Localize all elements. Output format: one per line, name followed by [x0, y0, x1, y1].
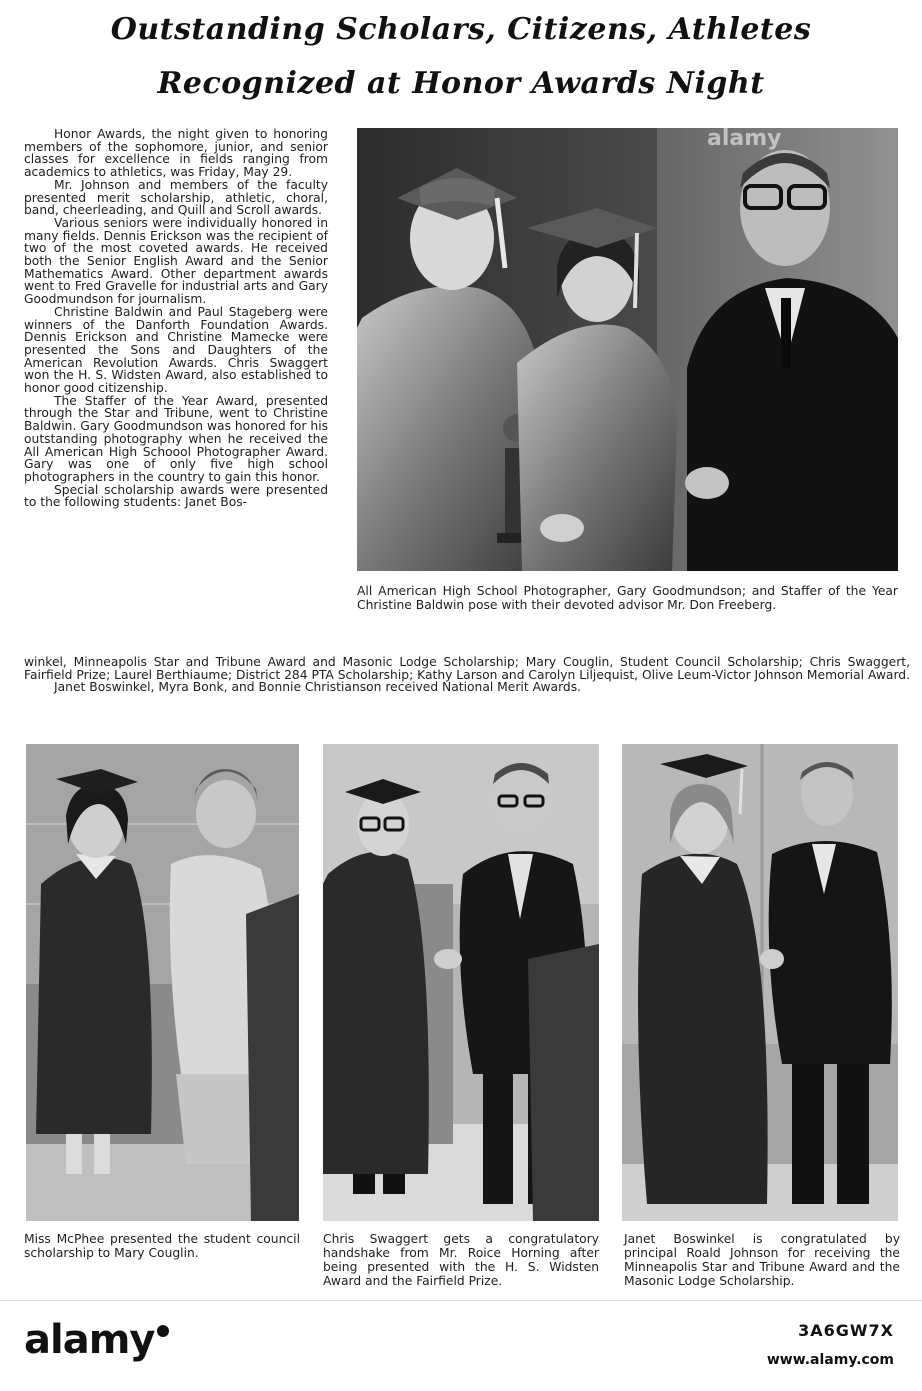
article-paragraph: Mr. Johnson and members of the faculty presented merit scholarship, athletic, choral, band, cheerleading, and Quill and Scroll awards.: [24, 177, 328, 218]
image-reference: [767, 1321, 894, 1368]
photo-mcphee-couglin: [26, 744, 299, 1221]
photo-graduates-with-advisor: [357, 128, 898, 571]
article-paragraph: Honor Awards, the night given to honoring members of the sophomore, junior, and senior classes for excellence in fields ranging from academics to athletics, was Friday, May 29.: [24, 127, 328, 180]
headline-line-1: Outstanding Scholars, Citizens, Athletes: [110, 12, 812, 47]
brand-name: alamy: [24, 1317, 155, 1363]
article-paragraph: Christine Baldwin and Paul Stageberg were winners of the Danforth Foundation Awards. Dennis Erickson and Christine Mamecke were presented the Sons and Daughters of the American Revolution Awards. Chris Swaggert won the H. S. Widsten Award, also established to honor good citizenship.: [24, 304, 328, 396]
article-paragraph: winkel, Minneapolis Star and Tribune Award and Masonic Lodge Scholarship; Mary Couglin, Student Council Scholarship; Chris Swaggert, Fairfield Prize; Laurel Berthiaume; District 284 PTA Scholarship; Kathy Larson and Carolyn Liljequist, Olive Leum-Victor Johnson Memorial Award.: [24, 655, 910, 682]
article-paragraph: Special scholarship awards were presented to the following students: Janet Bos-: [24, 482, 328, 510]
brand-logo: [24, 1317, 169, 1363]
photo-boswinkel-johnson: [622, 744, 898, 1221]
article-continuation: [24, 656, 910, 694]
image-id: 3A6GW7X: [798, 1321, 894, 1340]
caption-top-photo: All American High School Photographer, Gary Goodmundson; and Staffer of the Year Christine Baldwin pose with their devoted advisor Mr. Don Freeberg.: [357, 584, 898, 612]
photo-swaggert-horning: [323, 744, 599, 1221]
site-url[interactable]: www.alamy.com: [766, 1352, 894, 1368]
article-paragraph: The Staffer of the Year Award, presented through the Star and Tribune, went to Christine Baldwin. Gary Goodmundson was honored for his outstanding photography when he received the All American High Schoool Photographer Award. Gary was one of only five high school photographers in the country to gain this honor.: [24, 393, 329, 484]
brand-dot-icon: [157, 1325, 169, 1337]
watermark: alamy: [707, 128, 782, 151]
stock-footer-bar: [0, 1300, 922, 1391]
caption-bottom-right: Janet Boswinkel is congratulated by principal Roald Johnson for receiving the Minneapolis Star and Tribune Award and the Masonic Lodge Scholarship.: [624, 1232, 900, 1288]
caption-bottom-center: Chris Swaggert gets a congratulatory handshake from Mr. Roice Horning after being presented with the H. S. Widsten Award and the Fairfield Prize.: [323, 1232, 599, 1288]
article-paragraph: Various seniors were individually honored in many fields. Dennis Erickson was the recipient of two of the most coveted awards. He received both the Senior English Award and the Senior Mathematics Award. Other department awards went to Fred Gravelle for industrial arts and Gary Goodmundson for journalism.: [24, 215, 328, 307]
article-column: [24, 128, 328, 509]
caption-bottom-left: Miss McPhee presented the student council scholarship to Mary Couglin.: [24, 1232, 300, 1260]
article-paragraph: Janet Boswinkel, Myra Bonk, and Bonnie Christianson received National Merit Awards.: [54, 680, 582, 695]
headline-line-2: Recognized at Honor Awards Night: [157, 66, 765, 101]
